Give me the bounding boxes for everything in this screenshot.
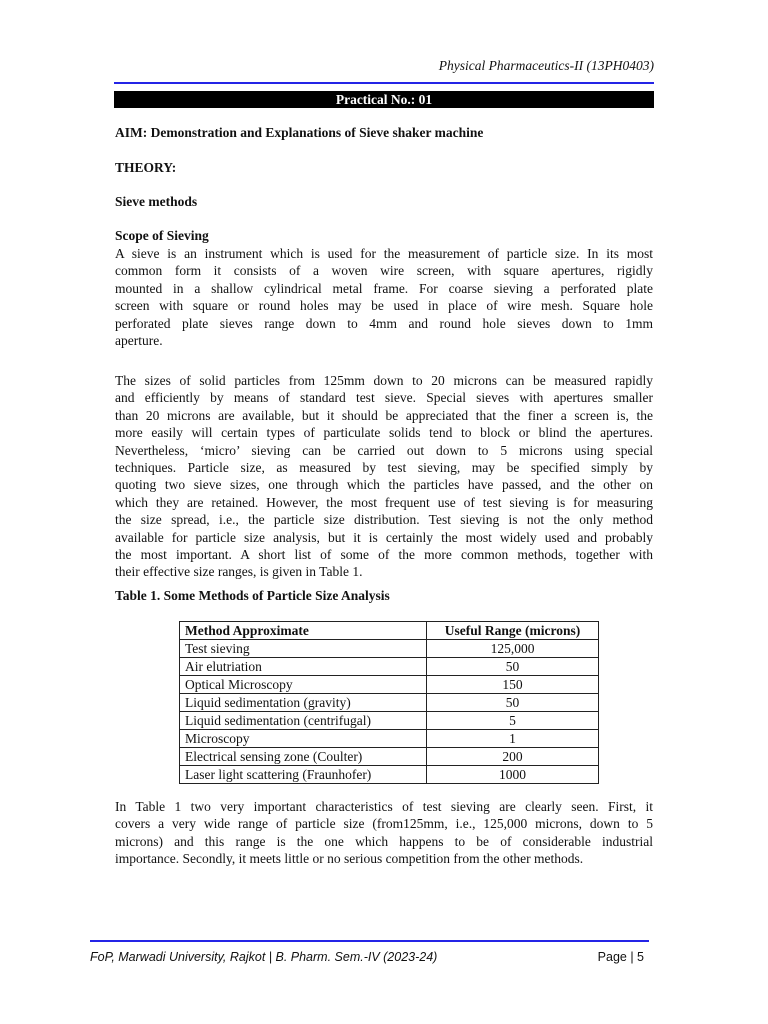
header-rule xyxy=(114,82,654,84)
text-line: quoting two sieve sizes, one through which the particles have passed, and the other on xyxy=(115,477,653,493)
text-line: covers a very wide range of particle size (from125mm, i.e., 125,000 microns, down to 5 xyxy=(115,816,653,832)
method-cell: Liquid sedimentation (centrifugal) xyxy=(180,712,427,730)
method-cell: Liquid sedimentation (gravity) xyxy=(180,694,427,712)
text-line: the most important. A short list of some of the more common methods, together with xyxy=(115,547,653,563)
text-line: their effective size ranges, is given in Table 1. xyxy=(115,564,363,580)
text-line: and efficiently by means of standard test sieve. Special sieves with apertures smaller xyxy=(115,390,653,406)
methods-table xyxy=(179,621,599,784)
text-line: A sieve is an instrument which is used for the measurement of particle size. In its most xyxy=(115,246,653,261)
text-line: Nevertheless, ‘micro’ sieving can be carried out down to 5 microns using special xyxy=(115,442,653,458)
text-line: microns) and this range is the one which happens to be of considerable industrial xyxy=(115,833,653,849)
method-cell: Laser light scattering (Fraunhofer) xyxy=(180,766,427,784)
table-row xyxy=(180,676,599,694)
table-caption: Table 1. Some Methods of Particle Size Analysis xyxy=(115,588,390,603)
text-line: screen with square or round holes may be used in place of wire mesh. Square hole xyxy=(115,298,653,314)
text-line: more easily will certain types of particulate solids tend to block or blind the apertures. xyxy=(115,425,653,441)
practical-title-bar: Practical No.: 01 xyxy=(114,91,654,108)
table-row xyxy=(180,730,599,748)
text-line: aperture. xyxy=(115,333,163,349)
footer-rule xyxy=(90,940,649,942)
method-cell: Microscopy xyxy=(180,730,427,748)
text-line: available for particle size analysis, but it is certainly the most widely used and probably xyxy=(115,529,653,545)
method-cell: Optical Microscopy xyxy=(180,676,427,694)
footer-text: FoP, Marwadi University, Rajkot | B. Pharm. Sem.-IV (2023-24) xyxy=(90,950,438,964)
text-line: importance. Secondly, it meets little or no serious competition from the other methods. xyxy=(115,851,584,867)
paragraph-3 xyxy=(115,798,653,868)
text-line: In Table 1 two very important characteristics of test sieving are clearly seen. First, it xyxy=(115,799,653,814)
paragraph-2 xyxy=(115,372,653,581)
table-row xyxy=(180,640,599,658)
table-header-row xyxy=(180,622,599,640)
method-cell: Electrical sensing zone (Coulter) xyxy=(180,748,427,766)
range-cell: 5 xyxy=(427,712,599,730)
text-line: The sizes of solid particles from 125mm down to 20 microns can be measured rapidly xyxy=(115,373,653,388)
scope-heading: Scope of Sieving xyxy=(115,228,209,243)
theory-heading: THEORY: xyxy=(115,160,177,175)
sieve-methods-heading: Sieve methods xyxy=(115,194,198,209)
range-cell: 1 xyxy=(427,730,599,748)
page-number: Page | 5 xyxy=(597,950,644,964)
text-line: common form it consists of a woven wire screen, with square apertures, rigidly xyxy=(115,263,653,279)
text-line: than 20 microns are available, but it should be appreciated that the finer a screen is, the xyxy=(115,407,653,423)
paragraph-1 xyxy=(115,245,653,349)
method-cell: Air elutriation xyxy=(180,658,427,676)
text-line: techniques. Particle size, as measured by test sieving, may be specified simply by xyxy=(115,460,653,476)
aim-heading: AIM: Demonstration and Explanations of Sieve shaker machine xyxy=(115,125,484,140)
column-header: Useful Range (microns) xyxy=(427,622,599,640)
range-cell: 125,000 xyxy=(427,640,599,658)
range-cell: 50 xyxy=(427,658,599,676)
range-cell: 150 xyxy=(427,676,599,694)
table-row xyxy=(180,748,599,766)
table-row xyxy=(180,658,599,676)
course-header: Physical Pharmaceutics-II (13PH0403) xyxy=(438,58,654,73)
text-line: mounted in a shallow cylindrical metal frame. For coarse sieving a perforated plate xyxy=(115,280,653,296)
table-row xyxy=(180,694,599,712)
range-cell: 200 xyxy=(427,748,599,766)
range-cell: 1000 xyxy=(427,766,599,784)
text-line: perforated plate sieves range down to 4mm and round hole sieves down to 1mm xyxy=(115,315,653,331)
text-line: the size spread, i.e., the particle size distribution. Test sieving is not the only method xyxy=(115,512,653,528)
column-header: Method Approximate xyxy=(180,622,427,640)
table-row xyxy=(180,712,599,730)
method-cell: Test sieving xyxy=(180,640,427,658)
table-row xyxy=(180,766,599,784)
range-cell: 50 xyxy=(427,694,599,712)
text-line: which they are retained. However, the most frequent use of test sieving is for measuring xyxy=(115,494,653,510)
